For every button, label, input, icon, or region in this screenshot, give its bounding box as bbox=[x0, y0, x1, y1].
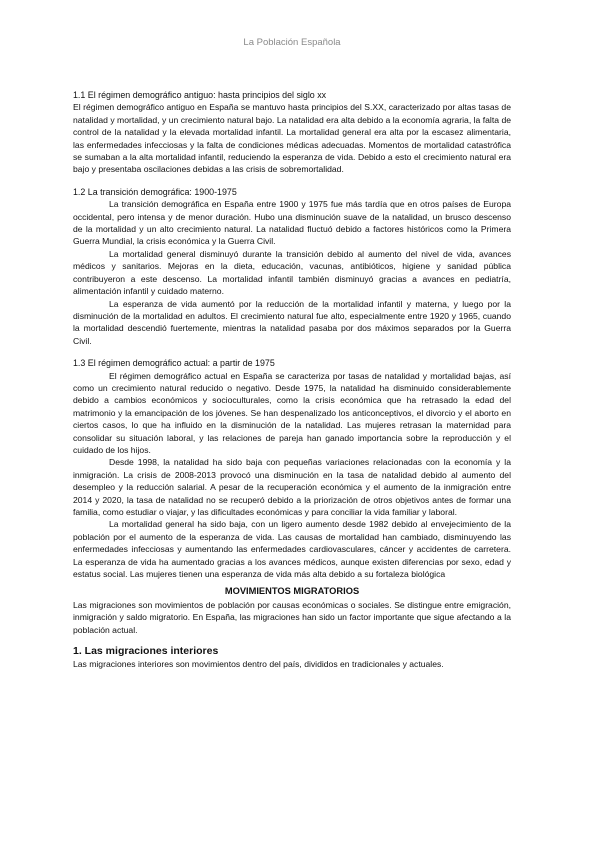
migration-intro: Las migraciones son movimientos de población por causas económicas o sociales. Se distingue entre emigración, inmigración y saldo migratorio. En España, las migraciones han sido un factor importante que sigue afectando a la población actual. bbox=[73, 599, 511, 635]
document-body bbox=[73, 89, 511, 671]
section-gap bbox=[73, 347, 511, 357]
section-migrations bbox=[73, 585, 511, 670]
section-demographic-ancient bbox=[73, 89, 511, 176]
paragraph: La mortalidad general disminuyó durante la transición debido al aumento del nivel de vida, avances médicos y sanitarios. Mejoras en la dieta, educación, vacunas, antibióticos, higiene y sanidad pública contribuyeron a este descenso. La mortalidad infantil también disminuyó gracias a avances en pediatría, alimentación infantil y cuidado materno. bbox=[73, 248, 511, 297]
running-header: La Población Española bbox=[243, 37, 341, 48]
section-title: 1.1 El régimen demográfico antiguo: hasta principios del siglo xx bbox=[73, 90, 327, 100]
paragraph: Desde 1998, la natalidad ha sido baja con pequeñas variaciones relacionadas con la economía y la inmigración. La crisis de 2008-2013 provocó una disminución en la tasa de natalidad debido al aumento del desempleo y la reducción salarial. A pesar de la recuperación económica y el aumento de la inmigración entre 2014 y 2020, la tasa de natalidad no se recuperó debido a la priorización de otros objetivos antes de formar una familia, como estudiar o viajar, y las dificultades económicas y para conciliar la vida familiar y laboral. bbox=[73, 457, 511, 517]
paragraph: El régimen demográfico antiguo en España se mantuvo hasta principios del S.XX, caracterizado por altas tasas de natalidad y mortalidad, y un crecimiento natural bajo. La natalidad era alta debido a la economía agraria, la falta de control de la natalidad y la elevada mortalidad infantil. La mortalidad general era alta por la escasez alimentaria, las enfermedades infecciosas y la falta de condiciones médicas adecuadas. Momentos de mortalidad catastrófica se sumaban a la alta mortalidad infantil, reduciendo la esperanza de vida. Debido a esto el crecimiento natural era bajo y presentaba oscilaciones debidas a las crisis de sobremortalidad. bbox=[73, 102, 511, 175]
section-gap bbox=[73, 176, 511, 186]
section-title: 1.3 El régimen demográfico actual: a partir de 1975 bbox=[73, 358, 275, 369]
section-demographic-transition bbox=[73, 186, 511, 347]
subsection-title: 1. Las migraciones interiores bbox=[73, 645, 219, 658]
paragraph: El régimen demográfico actual en España se caracteriza por tasas de natalidad y mortalidad bajas, así como un crecimiento natural reducido o negativo. Desde 1975, la natalidad ha disminuido considerablemente debido a cambios económicos y socioculturales, como la crisis económica que ha retrasado la edad del matrimonio y la emancipación de los jóvenes. Se han despenalizado los anticonceptivos, el divorcio y el aborto en ciertos casos, lo que ha influido en la disminución de la natalidad. Las mujeres retrasan la maternidad para consolidar su situación laboral, y las relaciones de pareja han ganado importancia sobre la reproducción y el cuidado de los hijos. bbox=[73, 370, 511, 455]
paragraph: Las migraciones interiores son movimientos dentro del país, divididos en tradicionales y actuales. bbox=[73, 659, 444, 670]
paragraph: La esperanza de vida aumentó por la reducción de la mortalidad infantil y materna, y luego por la disminución de la mortalidad en adultos. El crecimiento natural fue alto, especialmente entre 1920 y 1965, cuando la mortalidad descendió fuertemente, mientras la natalidad pasaba por dos máximos separados por la Guerra Civil. bbox=[73, 298, 511, 346]
paragraph: La mortalidad general ha sido baja, con un ligero aumento desde 1982 debido al envejecimiento de la población por el aumento de la esperanza de vida. Las causas de mortalidad han cambiado, disminuyendo las enfermedades infecciosas y aumentando las enfermedades cardiovasculares, cáncer y accidentes de carretera. La esperanza de vida ha aumentado gracias a los avances médicos, aunque existen diferencias por sexo, edad y estatus social. Las mujeres tienen una esperanza de vida más alta debido a su fortaleza biológica bbox=[73, 519, 511, 580]
paragraph: La transición demográfica en España entre 1900 y 1975 fue más tardía que en otros países de Europa occidental, pero intensa y de menor duración. Hubo una disminución suave de la natalidad, un brusco descenso de la mortalidad y un alto crecimiento natural. La natalidad fluctuó debido a factores históricos como la Primera Guerra Mundial, la crisis económica y la Guerra Civil. bbox=[73, 199, 511, 247]
migration-heading: MOVIMIENTOS MIGRATORIOS bbox=[224, 586, 360, 597]
section-title: 1.2 La transición demográfica: 1900-1975 bbox=[73, 186, 237, 197]
section-demographic-current bbox=[73, 357, 511, 580]
